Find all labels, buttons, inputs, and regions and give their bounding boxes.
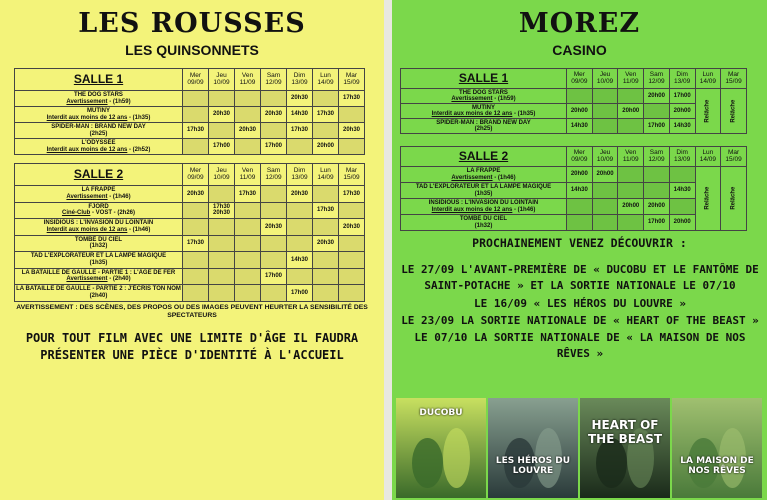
day-header: Mer 09/09 bbox=[183, 69, 209, 91]
showtime-cell: 14h30 bbox=[287, 107, 313, 123]
film-name: TAD L'EXPLORATEUR ET LA LAMPE MAGIQUE bbox=[415, 184, 552, 191]
showtime-cell: 17h00 bbox=[209, 139, 235, 155]
film-row bbox=[15, 202, 365, 219]
film-title bbox=[15, 139, 183, 155]
showtime-cell bbox=[567, 199, 593, 215]
showtime-cell bbox=[287, 139, 313, 155]
film-info: Interdit aux moins de 12 ans - (1h46) bbox=[431, 206, 536, 213]
film-name: MUTINY bbox=[87, 108, 110, 115]
showtime-cell bbox=[618, 183, 644, 199]
film-info: Ciné-Club - VOST - (2h26) bbox=[61, 210, 135, 217]
day-header: Mar 15/09 bbox=[339, 164, 365, 186]
showtime-cell: 17h30 bbox=[339, 186, 365, 203]
day-header: Jeu 10/09 bbox=[209, 69, 235, 91]
showtime-cell bbox=[339, 202, 365, 219]
showtime-cell: 17h30 bbox=[313, 202, 339, 219]
film-title bbox=[15, 252, 183, 269]
showtime-cell bbox=[618, 215, 644, 231]
showtime-cell: 14h30 bbox=[567, 183, 593, 199]
film-title bbox=[15, 202, 183, 219]
showtime-cell: 17h30 bbox=[235, 186, 261, 203]
showtime-cell bbox=[644, 104, 670, 119]
film-name: LA BATAILLE DE GAULLE - PARTIE 2 : J'ÉCRIS TON NOM bbox=[16, 286, 181, 293]
showtime-cell bbox=[287, 202, 313, 219]
film-row bbox=[15, 107, 365, 123]
showtime-cell: 20h30 bbox=[339, 123, 365, 139]
day-header: Lun 14/09 bbox=[695, 69, 721, 89]
film-name: MUTINY bbox=[472, 104, 495, 111]
showtime-cell bbox=[183, 139, 209, 155]
schedule-table-salle-2 bbox=[14, 163, 365, 302]
film-info: Avertissement - (1h59) bbox=[66, 98, 131, 105]
showtime-cell bbox=[209, 285, 235, 302]
showtime-cell bbox=[183, 202, 209, 219]
relache-cell bbox=[695, 89, 721, 134]
showtime-cell bbox=[261, 202, 287, 219]
day-header: Lun 14/09 bbox=[313, 164, 339, 186]
day-header: Ven 11/09 bbox=[235, 164, 261, 186]
film-name: THE DOG STARS bbox=[459, 89, 508, 96]
showtime-cell: 17h00 bbox=[287, 285, 313, 302]
film-row bbox=[15, 252, 365, 269]
showtime-cell bbox=[592, 119, 618, 134]
film-name: LA FRAPPE bbox=[81, 187, 116, 194]
showtime-cell bbox=[567, 89, 593, 104]
relache-cell bbox=[695, 167, 721, 231]
day-header: Mer 09/09 bbox=[183, 164, 209, 186]
header-row bbox=[401, 147, 747, 167]
showtime-cell bbox=[235, 285, 261, 302]
showtime-cell bbox=[313, 186, 339, 203]
showtime-cell: 17h00 bbox=[261, 268, 287, 285]
showtime-cell bbox=[261, 186, 287, 203]
film-title bbox=[401, 199, 567, 215]
film-row bbox=[15, 139, 365, 155]
day-header: Mar 15/09 bbox=[721, 69, 747, 89]
showtime-cell bbox=[339, 139, 365, 155]
film-row bbox=[401, 119, 747, 134]
showtime-cell bbox=[261, 235, 287, 252]
showtime-cell: 20h30 bbox=[339, 219, 365, 236]
showtime-cell: 17h30 bbox=[339, 91, 365, 107]
poster-strip bbox=[396, 398, 762, 498]
film-name: INSIDIOUS : L'INVASION DU LOINTAIN bbox=[43, 220, 154, 227]
film-title bbox=[401, 183, 567, 199]
movie-poster bbox=[672, 398, 762, 498]
poster-title: LA MAISON DE NOS RÊVES bbox=[680, 456, 754, 476]
film-info: (2h40) bbox=[89, 292, 108, 299]
showtime-cell bbox=[209, 123, 235, 139]
showtime-cell bbox=[261, 91, 287, 107]
film-title bbox=[15, 186, 183, 203]
morez-flyer bbox=[392, 0, 767, 500]
showtime-cell bbox=[261, 285, 287, 302]
film-row bbox=[15, 285, 365, 302]
showtime-cell bbox=[209, 219, 235, 236]
film-info: (2h25) bbox=[89, 130, 108, 137]
showtime-cell: 20h00 bbox=[618, 104, 644, 119]
film-name: INSIDIOUS : L'INVASION DU LOINTAIN bbox=[428, 200, 539, 207]
showtime-cell bbox=[339, 285, 365, 302]
showtime-cell: 14h30 bbox=[669, 119, 695, 134]
warning-text: AVERTISSEMENT : DES SCÈNES, DES PROPOS OU DES IMAGES PEUVENT HEURTER LA SENSIBILITÉ DES SPECTATEURS bbox=[16, 304, 368, 320]
day-header: Dim 13/09 bbox=[287, 164, 313, 186]
showtime-cell: 17h00 bbox=[669, 89, 695, 104]
showtime-cell: 20h00 bbox=[313, 139, 339, 155]
showtime-cell: 17h30 bbox=[183, 123, 209, 139]
day-header: Mar 15/09 bbox=[721, 147, 747, 167]
showtime-cell: 20h00 bbox=[669, 215, 695, 231]
showtime-cell: 17h00 bbox=[644, 215, 670, 231]
day-header: Dim 13/09 bbox=[287, 69, 313, 91]
header-row bbox=[15, 164, 365, 186]
film-info: Interdit aux moins de 12 ans - (1h46) bbox=[46, 226, 151, 233]
id-notice: POUR TOUT FILM AVEC UNE LIMITE D'ÂGE IL FAUDRA PRÉSENTER UNE PIÈCE D'IDENTITÉ À L'ACCUEIL bbox=[25, 331, 359, 363]
showtime-cell: 20h30 bbox=[313, 235, 339, 252]
showtime-cell bbox=[287, 268, 313, 285]
showtime-cell bbox=[567, 215, 593, 231]
showtime-cell bbox=[235, 268, 261, 285]
hall-label: SALLE 1 bbox=[401, 69, 567, 89]
film-info: Interdit aux moins de 12 ans - (1h35) bbox=[431, 111, 536, 117]
day-header: Sam 12/09 bbox=[644, 147, 670, 167]
film-info: (1h32) bbox=[474, 222, 493, 229]
film-name: TOMBÉ DU CIEL bbox=[459, 216, 508, 223]
day-header: Sam 12/09 bbox=[261, 164, 287, 186]
venue-name: LES QUINSONNETS bbox=[125, 42, 259, 58]
film-row bbox=[15, 268, 365, 285]
poster-figure bbox=[443, 428, 470, 488]
film-info: Avertissement - (1h46) bbox=[66, 193, 131, 200]
film-name: FJORD bbox=[88, 203, 109, 210]
showtime-cell bbox=[183, 268, 209, 285]
hall-label: SALLE 1 bbox=[15, 69, 183, 91]
coming-soon-list bbox=[400, 262, 760, 364]
film-info: (1h32) bbox=[89, 243, 108, 250]
coming-soon-item: LE 07/10 LA SORTIE NATIONALE DE « LA MAISON DE NOS RÊVES » bbox=[414, 331, 746, 361]
showtime-cell: 20h30 bbox=[183, 186, 209, 203]
showtime-cell bbox=[618, 167, 644, 183]
film-name: THE DOG STARS bbox=[74, 92, 123, 99]
showtime-cell: 20h00 bbox=[644, 89, 670, 104]
showtime-cell bbox=[618, 89, 644, 104]
relache-label: Relâche bbox=[704, 186, 711, 210]
film-info: (1h35) bbox=[89, 259, 108, 266]
day-header: Mar 15/09 bbox=[339, 69, 365, 91]
showtime-cell: 20h30 bbox=[261, 219, 287, 236]
showtime-cell bbox=[261, 252, 287, 269]
showtime-cell bbox=[287, 235, 313, 252]
film-row bbox=[15, 219, 365, 236]
day-header: Jeu 10/09 bbox=[592, 147, 618, 167]
film-row bbox=[15, 123, 365, 139]
day-header: Ven 11/09 bbox=[235, 69, 261, 91]
film-title bbox=[15, 268, 183, 285]
showtime-cell bbox=[313, 123, 339, 139]
schedule-table-salle-2 bbox=[400, 146, 747, 231]
day-header: Mer 09/09 bbox=[567, 147, 593, 167]
relache-label: Relâche bbox=[730, 99, 737, 123]
showtime-cell bbox=[339, 107, 365, 123]
showtime-cell bbox=[339, 235, 365, 252]
film-info: (2h25) bbox=[474, 126, 493, 132]
schedule-table-salle-1 bbox=[400, 68, 747, 134]
showtime-cell bbox=[592, 215, 618, 231]
showtime-cell bbox=[235, 139, 261, 155]
showtime-cell bbox=[183, 91, 209, 107]
film-name: TAD L'EXPLORATEUR ET LA LAMPE MAGIQUE bbox=[30, 253, 167, 260]
film-title bbox=[15, 107, 183, 123]
film-row bbox=[401, 199, 747, 215]
day-header: Sam 12/09 bbox=[644, 69, 670, 89]
showtime-cell: 17h00 bbox=[644, 119, 670, 134]
showtime-cell bbox=[669, 199, 695, 215]
hall-label: SALLE 2 bbox=[401, 147, 567, 167]
film-title bbox=[15, 235, 183, 252]
showtime-cell bbox=[592, 104, 618, 119]
day-header: Mer 09/09 bbox=[567, 69, 593, 89]
showtime-cell: 17h30 20h30 bbox=[209, 202, 235, 219]
showtime-cell bbox=[592, 199, 618, 215]
movie-poster bbox=[396, 398, 486, 498]
movie-poster bbox=[580, 398, 670, 498]
film-title bbox=[401, 104, 567, 119]
film-name: TOMBÉ DU CIEL bbox=[74, 236, 123, 243]
showtime-cell bbox=[287, 219, 313, 236]
film-title bbox=[15, 219, 183, 236]
poster-title: LES HÉROS DU LOUVRE bbox=[495, 456, 571, 476]
film-title bbox=[401, 119, 567, 134]
header-row bbox=[401, 69, 747, 89]
day-header: Jeu 10/09 bbox=[209, 164, 235, 186]
showtime-cell bbox=[592, 89, 618, 104]
showtime-cell: 17h00 bbox=[261, 139, 287, 155]
poster-title: DUCOBU bbox=[419, 408, 463, 418]
showtime-cell: 20h30 bbox=[235, 123, 261, 139]
showtime-cell bbox=[669, 167, 695, 183]
relache-label: Relâche bbox=[730, 186, 737, 210]
venue-name: CASINO bbox=[552, 42, 607, 58]
showtime-cell: 17h30 bbox=[287, 123, 313, 139]
showtime-cell: 20h30 bbox=[261, 107, 287, 123]
coming-soon-title: PROCHAINEMENT VENEZ DÉCOUVRIR : bbox=[472, 236, 687, 250]
film-info: (1h35) bbox=[474, 190, 493, 197]
film-title bbox=[401, 89, 567, 104]
film-info: Interdit aux moins de 12 ans - (2h52) bbox=[46, 146, 151, 153]
showtime-cell bbox=[209, 268, 235, 285]
day-header: Ven 11/09 bbox=[618, 69, 644, 89]
film-name: SPIDER-MAN : BRAND NEW DAY bbox=[436, 119, 531, 126]
city-title: MOREZ bbox=[518, 8, 641, 39]
film-row bbox=[401, 167, 747, 183]
day-header: Jeu 10/09 bbox=[592, 69, 618, 89]
showtime-cell bbox=[209, 91, 235, 107]
showtime-cell bbox=[235, 235, 261, 252]
schedule-table-salle-1 bbox=[14, 68, 365, 155]
showtime-cell bbox=[183, 219, 209, 236]
showtime-cell bbox=[339, 268, 365, 285]
showtime-cell bbox=[644, 167, 670, 183]
showtime-cell: 20h00 bbox=[644, 199, 670, 215]
showtime-cell bbox=[235, 202, 261, 219]
film-title bbox=[15, 285, 183, 302]
showtime-cell bbox=[209, 252, 235, 269]
showtime-cell: 20h30 bbox=[287, 186, 313, 203]
movie-poster bbox=[488, 398, 578, 498]
relache-cell bbox=[721, 89, 747, 134]
showtime-cell bbox=[313, 285, 339, 302]
day-header: Lun 14/09 bbox=[313, 69, 339, 91]
day-header: Dim 13/09 bbox=[669, 147, 695, 167]
film-info: Avertissement - (1h59) bbox=[451, 96, 516, 102]
showtime-cell bbox=[235, 91, 261, 107]
day-header: Dim 13/09 bbox=[669, 69, 695, 89]
film-title bbox=[15, 123, 183, 139]
film-info: Avertissement - (1h46) bbox=[451, 174, 516, 181]
showtime-cell: 20h00 bbox=[618, 199, 644, 215]
showtime-cell bbox=[183, 107, 209, 123]
relache-label: Relâche bbox=[704, 99, 711, 123]
film-row bbox=[15, 91, 365, 107]
showtime-cell bbox=[261, 123, 287, 139]
film-title bbox=[401, 167, 567, 183]
showtime-cell: 20h30 bbox=[287, 91, 313, 107]
showtime-cell bbox=[235, 252, 261, 269]
showtime-cell bbox=[618, 119, 644, 134]
showtime-cell: 14h30 bbox=[287, 252, 313, 269]
showtime-cell bbox=[313, 268, 339, 285]
poster-title: HEART OF THE BEAST bbox=[587, 418, 663, 446]
film-row bbox=[15, 235, 365, 252]
showtime-cell bbox=[183, 252, 209, 269]
film-row bbox=[15, 186, 365, 203]
film-name: LA BATAILLE DE GAULLE - PARTIE 1 : L'ÂGE DE FER bbox=[21, 269, 176, 276]
showtime-cell: 20h00 bbox=[567, 104, 593, 119]
hall-label: SALLE 2 bbox=[15, 164, 183, 186]
showtime-cell bbox=[209, 235, 235, 252]
coming-soon-item: LE 16/09 « LES HÉROS DU LOUVRE » bbox=[474, 296, 686, 310]
showtime-cell bbox=[339, 252, 365, 269]
showtime-cell bbox=[592, 183, 618, 199]
showtime-cell: 20h00 bbox=[669, 104, 695, 119]
film-title bbox=[15, 91, 183, 107]
film-name: SPIDER-MAN : BRAND NEW DAY bbox=[51, 124, 146, 131]
showtime-cell: 17h30 bbox=[313, 107, 339, 123]
showtime-cell bbox=[183, 285, 209, 302]
showtime-cell: 20h00 bbox=[592, 167, 618, 183]
day-header: Ven 11/09 bbox=[618, 147, 644, 167]
day-header: Lun 14/09 bbox=[695, 147, 721, 167]
showtime-cell bbox=[313, 91, 339, 107]
film-row bbox=[401, 215, 747, 231]
coming-soon-item: LE 23/09 LA SORTIE NATIONALE DE « HEART OF THE BEAST » bbox=[401, 313, 759, 327]
film-name: L'ODYSSÉE bbox=[81, 140, 116, 147]
coming-soon-item: LE 27/09 L'AVANT-PREMIÈRE DE « DUCOBU ET LE FANTÔME DE SAINT-POTACHE » ET LA SORTIE NATIONALE LE 07/10 bbox=[401, 263, 759, 293]
film-row bbox=[401, 104, 747, 119]
showtime-cell bbox=[313, 219, 339, 236]
film-name: LA FRAPPE bbox=[466, 168, 501, 175]
film-title bbox=[401, 215, 567, 231]
city-title: LES ROUSSES bbox=[78, 8, 306, 39]
showtime-cell: 20h00 bbox=[567, 167, 593, 183]
showtime-cell: 14h30 bbox=[669, 183, 695, 199]
header-row bbox=[15, 69, 365, 91]
showtime-cell bbox=[235, 219, 261, 236]
showtime-cell bbox=[644, 183, 670, 199]
poster-figure bbox=[412, 438, 443, 488]
film-row bbox=[401, 89, 747, 104]
showtime-cell bbox=[313, 252, 339, 269]
showtime-cell: 14h30 bbox=[567, 119, 593, 134]
film-info: Avertissement - (2h40) bbox=[66, 276, 131, 283]
relache-cell bbox=[721, 167, 747, 231]
film-info: Interdit aux moins de 12 ans - (1h35) bbox=[46, 114, 151, 121]
showtime-cell: 20h30 bbox=[209, 107, 235, 123]
showtime-cell: 17h30 bbox=[183, 235, 209, 252]
showtime-cell bbox=[235, 107, 261, 123]
film-row bbox=[401, 183, 747, 199]
showtime-cell bbox=[209, 186, 235, 203]
day-header: Sam 12/09 bbox=[261, 69, 287, 91]
